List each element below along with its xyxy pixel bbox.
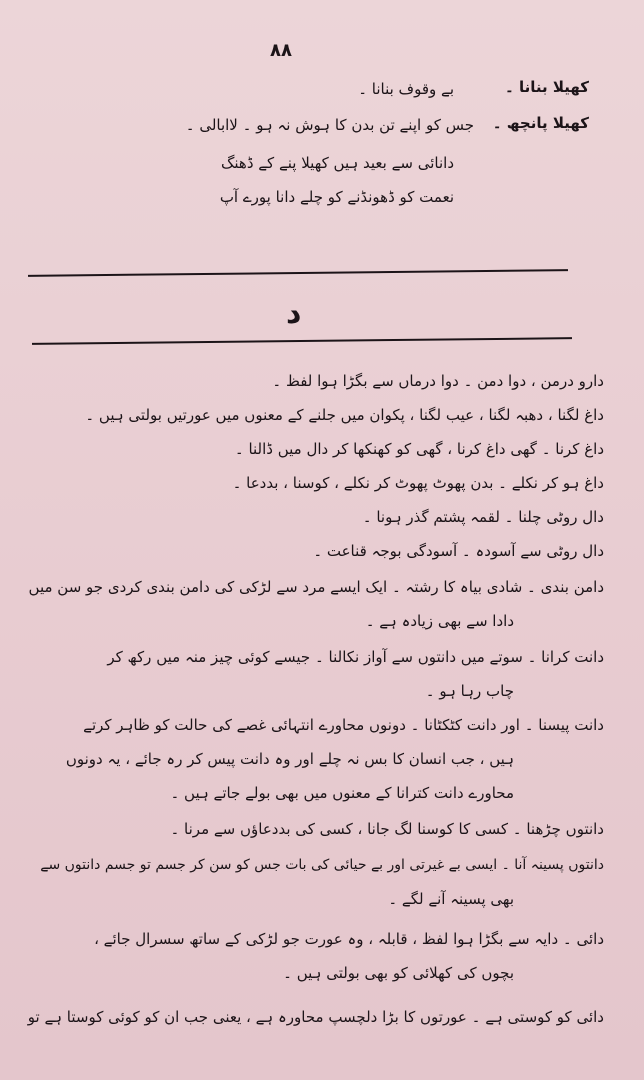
dictionary-line: ہیں ، جب انسان کا بس نہ چلے اور وہ دانت پیس کر رہ جائے ، یہ دونوں [65,750,514,768]
dictionary-line: دائی ۔ دایہ سے بگڑا ہوا لفظ ، قابلہ ، وہ عورت جو لڑکی کے ساتھ سسرال جائے ، [94,930,604,948]
entry-definition: جس کو اپنے تن بدن کا ہوش نہ ہو ۔ لاابالی ۔ [185,116,474,134]
dictionary-line: دامن بندی ۔ شادی بیاہ کا رشتہ ۔ ایک ایسے مرد سے لڑکی کی دامن بندی کردی جو سن میں [28,578,604,596]
dictionary-line: دائی کو کوستی ہے ۔ عورتوں کا بڑا دلچسپ محاورہ ہے ، یعنی جب ان کو کوئی کوستا ہے تو [27,1008,604,1026]
dictionary-line: دانتوں پسینہ آنا ۔ ایسی بے غیرتی اور بے حیائی کی بات جس کو سن کر جسم تو جسم دانتوں سے [40,857,604,873]
verse-line: نعمت کو ڈھونڈنے کو چلے دانا پورے آپ [219,188,454,206]
dictionary-line: چاب رہا ہو ۔ [425,682,514,700]
dictionary-line: دانتوں چڑھنا ۔ کسی کا کوسنا لگ جانا ، کسی کی بددعاؤں سے مرنا ۔ [170,820,604,838]
entry-headword: کھیلا پانچھ ۔ [492,114,589,132]
dictionary-line: دال روٹی سے آسودہ ۔ آسودگی بوجہ قناعت ۔ [313,542,604,560]
verse-line: دانائی سے بعید ہیں کھیلا پنے کے ڈھنگ [220,154,454,172]
dictionary-line: دادا سے بھی زیادہ ہے ۔ [365,612,514,630]
dictionary-line: دانت پیسنا ۔ اور دانت کٹکٹانا ۔ دونوں محاورے انتہائی غصے کی حالت کو ظاہر کرتے [83,716,604,734]
dictionary-line: داغ کرنا ۔ گھی داغ کرنا ، گھی کو کھنکھا کر دال میں ڈالنا ۔ [234,440,604,458]
entry-definition: بے وقوف بنانا ۔ [358,80,454,98]
dictionary-line: داغ لگنا ، دھبہ لگنا ، عیب لگنا ، پکوان میں جلنے کے معنوں میں عورتیں بولتی ہیں ۔ [85,406,604,424]
dictionary-line: دارو درمن ، دوا دمن ۔ دوا درماں سے بگڑا ہوا لفظ ۔ [272,372,604,390]
dictionary-line: بھی پسینہ آنے لگے ۔ [388,890,514,908]
section-letter: د [286,296,302,331]
dictionary-line: داغ ہو کر نکلے ۔ بدن پھوٹ پھوٹ کر نکلے ، کوسنا ، بددعا ۔ [232,474,604,492]
section-divider-bottom [32,337,572,345]
dictionary-line: دال روٹی چلنا ۔ لقمہ پشتم گذر ہونا ۔ [362,508,604,526]
dictionary-line: دانت کرانا ۔ سوتے میں دانتوں سے آواز نکالنا ۔ جیسے کوئی چیز منہ میں رکھ کر [107,648,604,666]
entry-headword: کھیلا بنانا ۔ [504,78,589,96]
section-divider-top [28,269,568,277]
dictionary-line: محاورے دانت کترانا کے معنوں میں بھی بولے جاتے ہیں ۔ [170,784,514,802]
page-number: ۸۸ [270,40,292,61]
dictionary-line: بچوں کی کھلائی کو بھی بولتی ہیں ۔ [283,964,514,982]
